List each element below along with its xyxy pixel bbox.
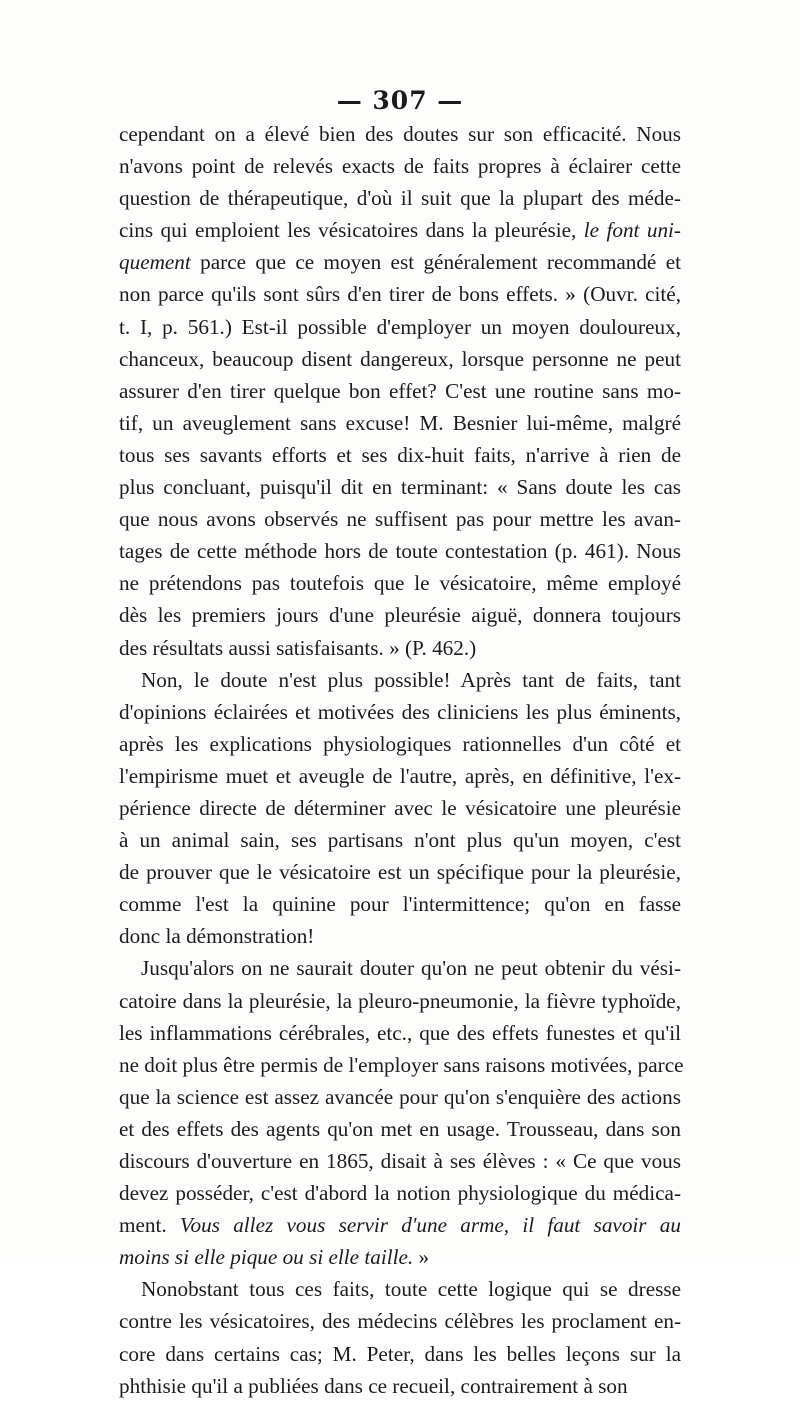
- body-text: [119, 118, 684, 1402]
- text-line: t. I, p. 561.) Est-il possible d'employer un moyen douloureux,: [119, 314, 681, 339]
- text-line: n'avons point de relevés exacts de faits propres à éclairer cette: [119, 154, 681, 179]
- text-line: et des effets des agents qu'on met en usage. Trousseau, dans son: [119, 1116, 681, 1141]
- text-line: à un animal sain, ses partisans n'ont plus qu'un moyen, c'est: [119, 828, 681, 853]
- text-line: devez posséder, c'est d'abord la notion physiologique du médica-: [119, 1181, 681, 1206]
- text-line: ne doit plus être permis de l'employer sans raisons motivées, parce: [119, 1052, 684, 1077]
- text-line: Nonobstant tous ces faits, toute cette logique qui se dresse: [141, 1277, 681, 1302]
- text-line: assurer d'en tirer quelque bon effet? C'est une routine sans mo-: [119, 378, 681, 403]
- text-line: quement parce que ce moyen est généralement recommandé et: [119, 250, 681, 275]
- text-line: discours d'ouverture en 1865, disait à ses élèves : « Ce que vous: [119, 1149, 681, 1173]
- text-line: donc la démonstration!: [119, 924, 315, 949]
- text-line: moins si elle pique ou si elle taille. »: [119, 1245, 430, 1270]
- text-line: contre les vésicatoires, des médecins célèbres les proclament en-: [119, 1309, 681, 1334]
- text-line: que nous avons observés ne suffisent pas pour mettre les avan-: [119, 507, 681, 532]
- page-number: — 307 —: [336, 86, 464, 115]
- text-line: les inflammations cérébrales, etc., que des effets funestes et qu'il: [119, 1020, 681, 1045]
- text-line: tages de cette méthode hors de toute contestation (p. 461). Nous: [119, 539, 681, 564]
- text-line: ne prétendons pas toutefois que le vésicatoire, même employé: [119, 571, 681, 596]
- text-line: plus concluant, puisqu'il dit en terminant: « Sans doute les cas: [119, 475, 681, 500]
- text-line: d'opinions éclairées et motivées des cliniciens les plus éminents,: [119, 699, 681, 724]
- text-line: core dans certains cas; M. Peter, dans les belles leçons sur la: [119, 1341, 681, 1366]
- text-line: ment. Vous allez vous servir d'une arme, il faut savoir au: [119, 1213, 681, 1238]
- text-line: comme l'est la quinine pour l'intermittence; qu'on en fasse: [119, 892, 681, 917]
- paragraph: [119, 1273, 681, 1401]
- text-line: catoire dans la pleurésie, la pleuro-pneumonie, la fièvre typhoïde,: [119, 988, 681, 1013]
- text-line: de prouver que le vésicatoire est un spécifique pour la pleurésie,: [119, 860, 681, 885]
- text-line: tous ses savants efforts et ses dix-huit faits, n'arrive à rien de: [119, 442, 681, 467]
- text-line: chanceux, beaucoup disent dangereux, lorsque personne ne peut: [119, 346, 681, 371]
- text-line: non parce qu'ils sont sûrs d'en tirer de bons effets. » (Ouvr. cité,: [119, 282, 681, 307]
- text-line: cependant on a élevé bien des doutes sur son efficacité. Nous: [119, 122, 681, 146]
- text-line: l'empirisme muet et aveugle de l'autre, après, en définitive, l'ex-: [119, 763, 681, 788]
- paragraph: [119, 118, 681, 664]
- text-line: que la science est assez avancée pour qu'on s'enquière des actions: [119, 1084, 681, 1109]
- text-line: des résultats aussi satisfaisants. » (P. 462.): [119, 635, 477, 660]
- paragraph: [119, 952, 684, 1273]
- text-line: périence directe de déterminer avec le vésicatoire une pleurésie: [119, 795, 681, 820]
- text-line: Jusqu'alors on ne saurait douter qu'on ne peut obtenir du vési-: [141, 956, 681, 981]
- text-line: tif, un aveuglement sans excuse! M. Besnier lui-même, malgré: [119, 410, 681, 435]
- text-line: question de thérapeutique, d'où il suit que la plupart des méde-: [119, 186, 681, 211]
- text-line: dès les premiers jours d'une pleurésie aiguë, donnera toujours: [119, 603, 681, 628]
- text-line: Non, le doute n'est plus possible! Après tant de faits, tant: [141, 667, 681, 692]
- paragraph: [119, 664, 681, 953]
- text-line: phthisie qu'il a publiées dans ce recueil, contrairement à son: [119, 1373, 628, 1398]
- text-line: après les explications physiologiques rationnelles d'un côté et: [119, 731, 681, 756]
- text-line: cins qui emploient les vésicatoires dans la pleurésie, le font uni-: [119, 218, 681, 243]
